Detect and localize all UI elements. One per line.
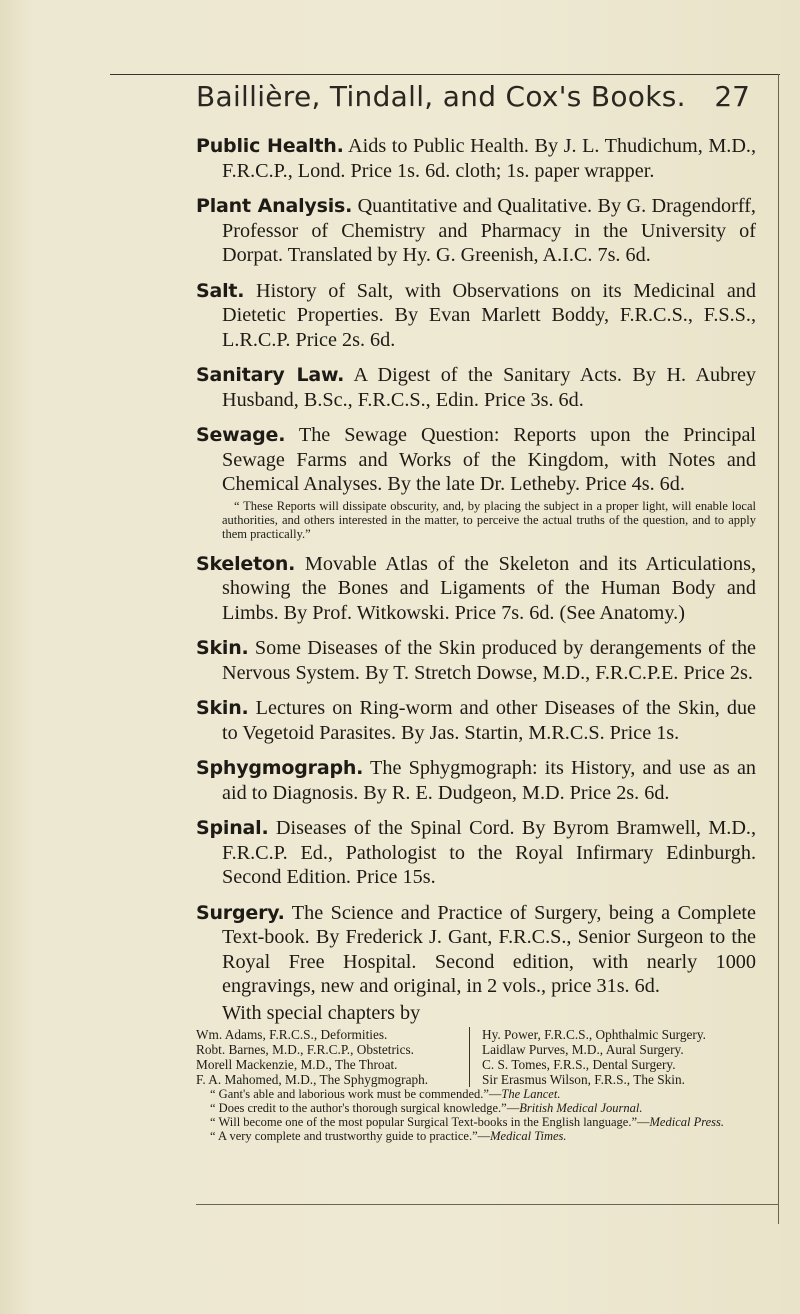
chapter-credit: Robt. Barnes, M.D., F.R.C.P., Obstetrics.: [196, 1041, 414, 1057]
chapter-credit: C. S. Tomes, F.R.S., Dental Surgery.: [482, 1056, 676, 1072]
catalogue-entry: [196, 901, 756, 999]
review: [196, 1129, 756, 1143]
review-quote: “ Does credit to the author's thorough surgical knowledge.”—: [210, 1100, 520, 1115]
catalogue-entry: [196, 696, 756, 745]
entry-text: Diseases of the Spinal Cord. By Byrom Bramwell, M.D., F.R.C.P. Ed., Pathologist to the Royal Infirmary Edinburgh. Second Edition. Price 15s.: [222, 817, 757, 888]
entry-heading: Public Health.: [196, 135, 344, 157]
entry-heading: Sanitary Law.: [196, 364, 345, 386]
catalogue-entry: [196, 423, 756, 541]
review-source: Medical Press.: [649, 1114, 725, 1129]
review-source: British Medical Journal.: [519, 1100, 643, 1115]
entry-text: History of Salt, with Observations on its Medicinal and Dietetic Properties. By Evan Marlett Boddy, F.R.C.S., F.S.S., L.R.C.P. Price 2s. 6d.: [222, 279, 756, 351]
page-number: 27: [714, 80, 750, 113]
review-source: Medical Times.: [490, 1128, 567, 1143]
catalogue-entry: [196, 134, 756, 183]
catalogue-entry: [196, 194, 756, 268]
entry-text: The Sphygmograph: its History, and use as an aid to Diagnosis. By R. E. Dudgeon, M.D. Price 2s. 6d.: [222, 757, 756, 804]
chapter-credit: Morell Mackenzie, M.D., The Throat.: [196, 1056, 398, 1072]
chapters-column-left: [196, 1027, 470, 1087]
running-header: [196, 80, 750, 124]
entry-text: A Digest of the Sanitary Acts. By H. Aubrey Husband, B.Sc., F.R.C.S., Edin. Price 3s. 6d.: [222, 364, 756, 411]
entry-note: “ These Reports will dissipate obscurity, and, by placing the subject in a proper light, will enable local authorities, and others interested in the matter, to perceive the actual truths of the question, and to apply them practically.”: [222, 498, 756, 541]
chapter-credit: Hy. Power, F.R.C.S., Ophthalmic Surgery.: [482, 1026, 706, 1042]
press-reviews: [196, 1087, 756, 1143]
review-source: The Lancet.: [501, 1086, 561, 1101]
catalogue-entry: [196, 552, 756, 626]
review: [196, 1087, 756, 1101]
special-chapters-list: [196, 1027, 756, 1087]
catalogue-entry: [196, 816, 756, 890]
review: [196, 1115, 756, 1129]
review-quote: “ A very complete and trustworthy guide to practice.”—: [210, 1128, 491, 1143]
chapter-credit: Sir Erasmus Wilson, F.R.S., The Skin.: [482, 1071, 685, 1087]
entry-heading: Surgery.: [196, 901, 285, 924]
catalogue-entry: [196, 756, 756, 805]
chapters-column-right: [482, 1027, 756, 1087]
review: [196, 1101, 756, 1115]
chapter-credit: Laidlaw Purves, M.D., Aural Surgery.: [482, 1041, 684, 1057]
entry-heading: Skin.: [196, 637, 249, 659]
header-title: Baillière, Tindall, and Cox's Books.: [196, 80, 686, 113]
entry-text: Lectures on Ring-worm and other Diseases of the Skin, due to Vegetoid Parasites. By Jas. Startin, M.R.C.S. Price 1s.: [222, 697, 756, 744]
entry-heading: Salt.: [196, 279, 245, 302]
entry-text: The Sewage Question: Reports upon the Principal Sewage Farms and Works of the Kingdom, with Notes and Chemical Analyses. By the late Dr. Letheby. Price 4s. 6d.: [222, 424, 757, 495]
entry-text: Quantitative and Qualitative. By G. Dragendorff, Professor of Chemistry and Pharmacy in the University of Dorpat. Translated by Hy. G. Greenish, A.I.C. 7s. 6d.: [222, 195, 756, 266]
entry-heading: Spinal.: [196, 817, 269, 839]
catalogue-content: [196, 134, 756, 1143]
catalogue-entry: [196, 279, 756, 353]
review-quote: “ Gant's able and laborious work must be commended.”—: [210, 1086, 502, 1101]
catalogue-entry: [196, 636, 756, 685]
entry-text: Movable Atlas of the Skeleton and its Articulations, showing the Bones and Ligaments of the Human Body and Limbs. By Prof. Witkowski. Price 7s. 6d. (See Anatomy.): [222, 552, 756, 624]
entry-text: The Science and Practice of Surgery, being a Complete Text-book. By Frederick J. Gant, F.R.C.S., Senior Surgeon to the Royal Free Hospital. Second edition, with nearly 1000 engravings, new and original, in 2 vols., price 31s. 6d.: [222, 901, 756, 997]
entry-heading: Sewage.: [196, 424, 286, 446]
entry-heading: Sphygmograph.: [196, 757, 364, 779]
chapter-credit: F. A. Mahomed, M.D., The Sphygmograph.: [196, 1071, 429, 1087]
header-rule: [110, 74, 780, 75]
catalogue-entry: [196, 363, 756, 412]
entry-heading: Skeleton.: [196, 552, 296, 575]
entry-text: Aids to Public Health. By J. L. Thudichum, M.D., F.R.C.P., Lond. Price 1s. 6d. cloth; 1s. paper wrapper.: [222, 135, 756, 182]
entry-heading: Plant Analysis.: [196, 195, 353, 217]
special-chapters-intro: With special chapters by: [222, 1001, 421, 1024]
entry-heading: Skin.: [196, 697, 249, 719]
margin-rule: [778, 74, 779, 1224]
review-quote: “ Will become one of the most popular Surgical Text-books in the English language.”—: [210, 1114, 650, 1129]
footer-rule: [196, 1204, 778, 1205]
chapter-credit: Wm. Adams, F.R.C.S., Deformities.: [196, 1026, 388, 1042]
entry-text: Some Diseases of the Skin produced by derangements of the Nervous System. By T. Stretch Dowse, M.D., F.R.C.P.E. Price 2s.: [222, 637, 756, 684]
